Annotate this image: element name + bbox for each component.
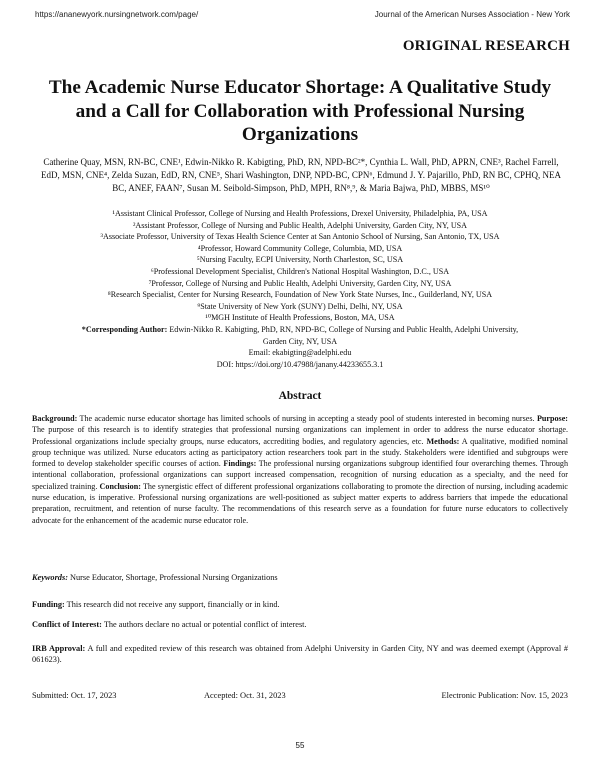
submitted-date: Submitted: Oct. 17, 2023 (32, 691, 117, 700)
affiliation-item: ²Assistant Professor, College of Nursing and Public Health, Adelphi University, Garden City, NY, USA (132, 220, 468, 230)
affiliation-item: ⁴Professor, Howard Community College, Columbia, MD, USA (197, 243, 403, 253)
header-url-link[interactable]: https://ananewyork.nursingnetwork.com/page/ (35, 10, 199, 19)
affiliation-item: ⁹State University of New York (SUNY) Delhi, Delhi, NY, USA (197, 301, 403, 311)
background-label: Background: (32, 414, 78, 423)
funding-label: Funding: (32, 600, 65, 609)
author-list: Catherine Quay, MSN, RN-BC, CNE¹, Edwin-Nikko R. Kabigting, PhD, RN, NPD-BC²*, Cynthia L. Wall, PhD, APRN, CNE³, Rachel Farrell, EdD, MSN, CNE⁴, Zelda Suzan, EdD, RN, CNE⁵, Shari Washington, DNP, NPD-BC, CPN⁶, Edmund J. Y. Pajarillo, PhD, RN BC, CPHQ, NEA BC, ANEF, FAAN⁷, Susan M. Seibold-Simpson, PhD, MPH, RN⁸,⁹, & Maria Bajwa, PhD, MBBS, MS¹⁰ (40, 157, 562, 194)
corresponding-author-label: *Corresponding Author: (81, 324, 168, 334)
conclusion-text: The synergistic effect of different professional organizations collaborating to promote the direction of nursing, including academic nurse education, is imperative. Professional nursing organizations are well-positioned as subject matter experts to address barriers that impede the educational preparation, recruitment, and retention of nurse faculty. The recommendations of this research serve as a foundation for future nurse educators to collectively advocate for the enhancement of the academic nurse educator role. (32, 481, 568, 525)
affiliation-item: ⁶Professional Development Specialist, Children's National Hospital Washington, D.C., USA (150, 266, 450, 276)
methods-label: Methods: (426, 436, 460, 446)
affiliation-item: ¹⁰MGH Institute of Health Professions, Boston, MA, USA (205, 313, 395, 323)
irb-statement (32, 643, 568, 666)
affiliations (30, 208, 570, 370)
funding-statement (32, 599, 568, 610)
conclusion-label: Conclusion: (99, 481, 141, 491)
findings-text: The professional nursing organizations subgroup identified four overarching themes. Through intentional collaboration, professional organizations can support increased compensation, recognition of nursing education as a specialty, and the need for specialized training. (32, 459, 568, 491)
affiliation-item: ⁷Professor, College of Nursing and Public Health, Adelphi University, Garden City, NY, USA (148, 278, 452, 288)
conflict-text: The authors declare no actual or potential conflict of interest. (101, 620, 307, 629)
article-title: The Academic Nurse Educator Shortage: A Qualitative Study and a Call for Collaboration with Professional Nursing Organizations (48, 77, 552, 145)
keywords-label: Keywords: (32, 573, 68, 582)
purpose-label: Purpose: (536, 414, 568, 423)
keywords-text: Nurse Educator, Shortage, Professional Nursing Organizations (67, 573, 278, 582)
irb-text: A full and expedited review of this research was obtained from Adelphi University in Garden City, NY and was deemed exempt (Approval # 061623). (32, 644, 569, 665)
header-journal-name: Journal of the American Nurses Association - New York (374, 10, 570, 19)
funding-text: This research did not receive any support, financially or in kind. (64, 600, 280, 609)
abstract-heading: Abstract (278, 390, 322, 402)
conflict-statement (32, 619, 568, 630)
affiliation-item: ⁵Nursing Faculty, ECPI University, North Charleston, SC, USA (196, 255, 404, 265)
affiliation-item: ³Associate Professor, University of Texas Health Science Center at San Antonio School of Nursing, San Antonio, TX, USA (100, 232, 500, 242)
affiliation-item: ⁸Research Specialist, Center for Nursing Research, Foundation of New York State Nurses, Inc., Guilderland, NY, USA (107, 290, 493, 300)
email-link[interactable]: Email: ekabigting@adelphi.edu (248, 348, 352, 358)
page-number: 55 (295, 741, 305, 750)
publication-date: Electronic Publication: Nov. 15, 2023 (441, 691, 568, 700)
doi-link[interactable]: DOI: https://doi.org/10.47988/janany.44233655.3.1 (216, 359, 384, 369)
methods-text: A qualitative, modified nominal group technique was utilized. Nurse educators acting as participatory action researchers took part in the study. Stakeholders were identified and subgroups were formed to develop stakeholder specific courses of action. (32, 436, 568, 469)
accepted-date: Accepted: Oct. 31, 2023 (204, 691, 286, 700)
irb-label: IRB Approval: (32, 644, 86, 653)
corresponding-author-text: Edwin-Nikko R. Kabigting, PhD, RN, NPD-BC, College of Nursing and Public Health, Adelphi University, Garden City, NY, USA (167, 324, 519, 346)
conflict-label: Conflict of Interest: (32, 620, 102, 629)
abstract-body (32, 413, 568, 526)
findings-label: Findings: (223, 459, 257, 469)
section-label: ORIGINAL RESEARCH (402, 38, 570, 54)
keywords (32, 572, 568, 583)
purpose-text: The purpose of this research is to identify strategies that professional nursing organizations can implement in order to address the nurse educator shortage. Professional organizations include specialty groups, nurse educators, accrediting bodies, and regulatory agencies, etc. (32, 425, 568, 446)
background-text: The academic nurse educator shortage has limited schools of nursing in accepting a steady pool of students interested in becoming nurses. (77, 414, 537, 423)
affiliation-item: ¹Assistant Clinical Professor, College of Nursing and Health Professions, Drexel University, Philadelphia, PA, USA (112, 209, 488, 218)
corresponding-author (70, 324, 530, 347)
